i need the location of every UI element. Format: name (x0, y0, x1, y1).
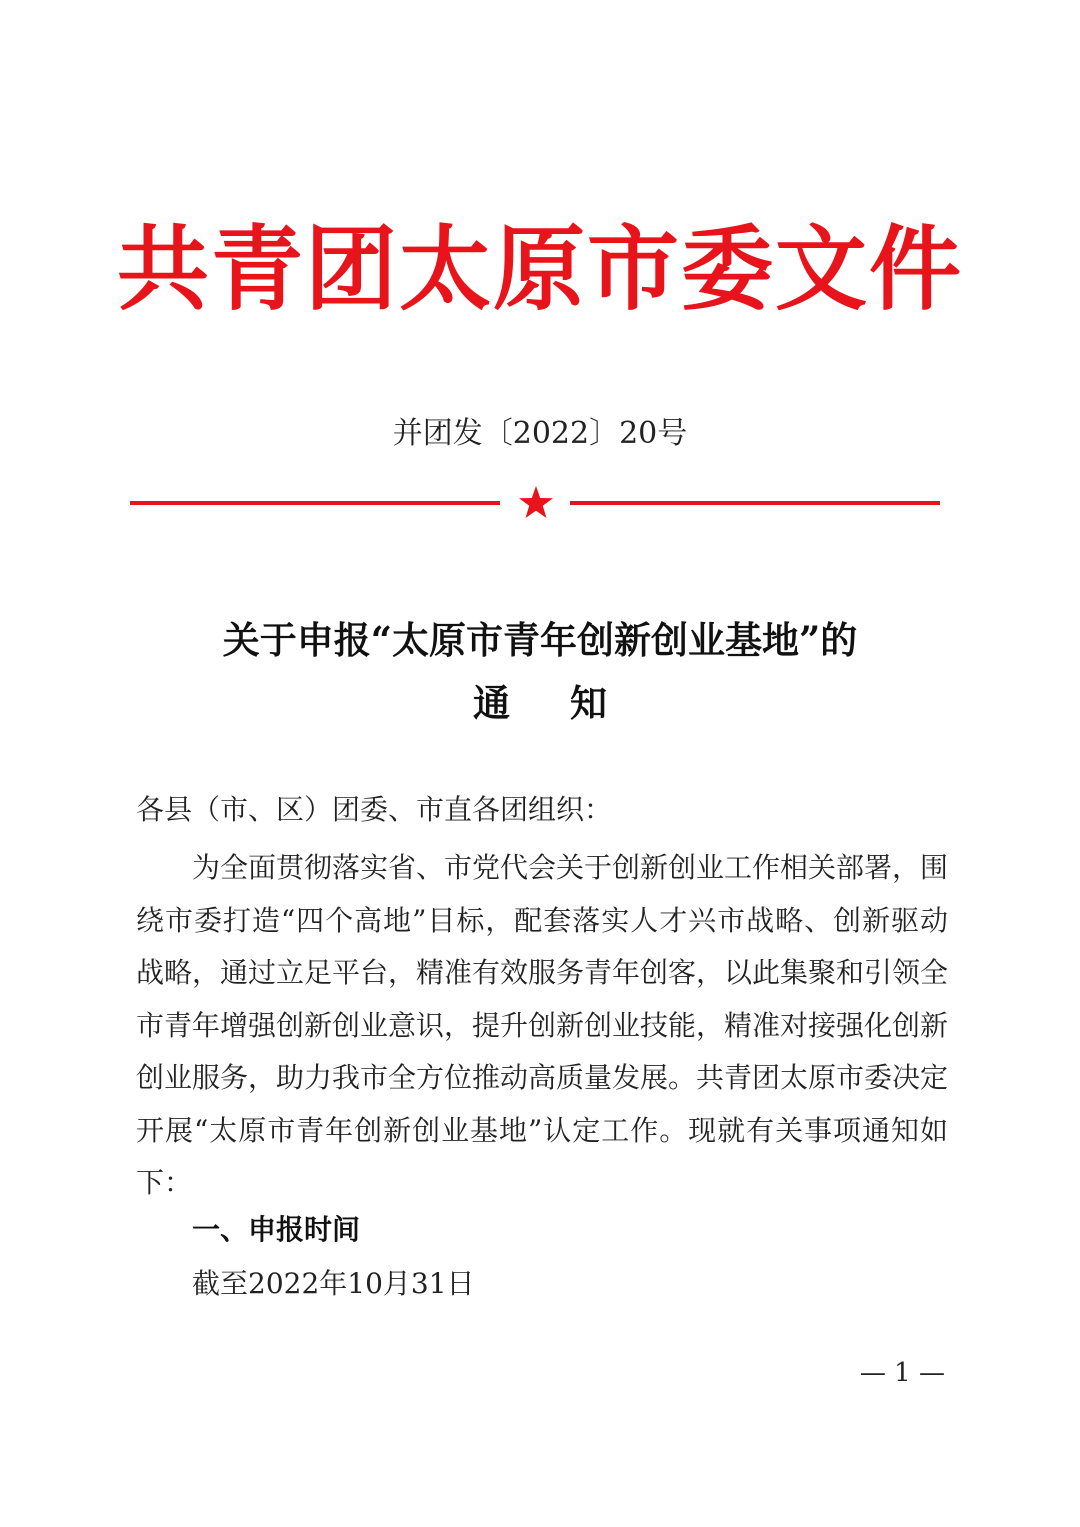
notice-title-line-1: 关于申报“太原市青年创新创业基地”的 (222, 618, 858, 662)
red-divider (130, 488, 940, 518)
issuer-masthead: 共青团太原市委文件 (116, 216, 963, 323)
star-icon (518, 485, 554, 521)
section-heading-1: 一、申报时间 (192, 1213, 361, 1246)
document-number: 并团发〔2022〕20号 (392, 416, 688, 451)
salutation: 各县（市、区）团委、市直各团组织： (136, 793, 613, 826)
notice-title-line-2: 通知 (473, 681, 667, 725)
divider-line-right (570, 501, 940, 505)
divider-line-left (130, 501, 500, 505)
section-text-1: 截至2022年10月31日 (192, 1267, 475, 1300)
body-paragraph: 为全面贯彻落实省、市党代会关于创新创业工作相关部署，围绕市委打造“四个高地”目标，配套落实人才兴市战略、创新驱动战略，通过立足平台，精准有效服务青年创客，以此集聚和引领全市青年增强创新创业意识，提升创新创业技能，精准对接强化创新创业服务，助力我市全方位推动高质量发展。共青团太原市委决定开展“太原市青年创新创业基地”认定工作。现就有关事项通知如下： (136, 851, 949, 1199)
page-number: — 1 — (859, 1358, 945, 1388)
